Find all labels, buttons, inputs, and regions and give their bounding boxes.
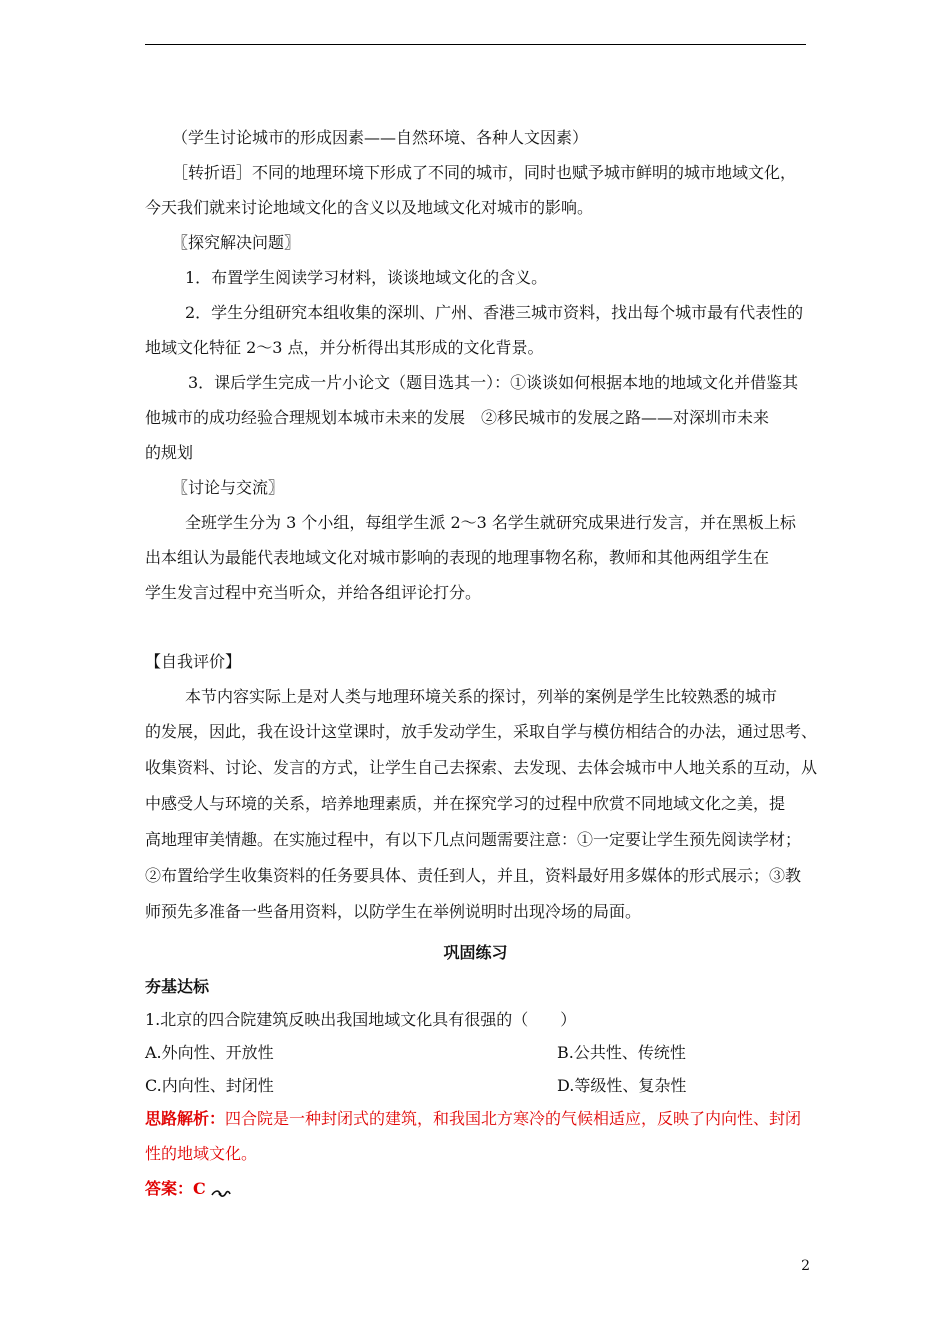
option-b[interactable]: B.公共性、传统性 — [557, 1043, 686, 1062]
self-eval-line-3: 收集资料、讨论、发言的方式，让学生自己去探索、去发现、去体会城市中人地关系的互动，从 — [145, 758, 818, 777]
discuss-heading: 〖讨论与交流〗 — [172, 478, 285, 497]
option-d[interactable]: D.等级性、复杂性 — [557, 1076, 687, 1095]
header-rule — [145, 44, 806, 45]
explore-item-3-line-2: 他城市的成功经验合理规划本城市未来的发展 ②移民城市的发展之路——对深圳市未来 — [145, 408, 770, 427]
explore-item-1: 1．布置学生阅读学习材料，谈谈地域文化的含义。 — [185, 268, 548, 287]
exercise-section: 夯基达标 — [145, 977, 210, 996]
explore-item-3-line-3: 的规划 — [145, 443, 194, 462]
analysis-line-1 — [145, 1108, 810, 1130]
answer-value: C — [193, 1179, 206, 1198]
options-row-1 — [145, 1042, 810, 1064]
discussion-note: （学生讨论城市的形成因素——自然环境、各种人文因素） — [172, 128, 589, 147]
explore-heading: 〖探究解决问题〗 — [172, 233, 301, 252]
discuss-line-3: 学生发言过程中充当听众，并给各组评论打分。 — [145, 583, 482, 602]
self-eval-line-6: ②布置给学生收集资料的任务要具体、责任到人，并且，资料最好用多媒体的形式展示；③教 — [145, 866, 802, 885]
exercise-title: 巩固练习 — [443, 943, 508, 962]
option-a[interactable]: A.外向性、开放性 — [145, 1043, 274, 1062]
analysis-label: 思路解析： — [145, 1109, 226, 1128]
explore-item-2-line-2: 地域文化特征 2～3 点，并分析得出其形成的文化背景。 — [145, 338, 544, 357]
analysis-text-1: 四合院是一种封闭式的建筑，和我国北方寒冷的气候相适应，反映了内向性、封闭 — [225, 1109, 802, 1128]
transition-line-1: ［转折语］不同的地理环境下形成了不同的城市，同时也赋予城市鲜明的城市地域文化， — [172, 163, 797, 182]
option-c[interactable]: C.内向性、封闭性 — [145, 1076, 274, 1095]
explore-item-3-line-1: 3．课后学生完成一片小论文（题目选其一）：①谈谈如何根据本地的地域文化并借鉴其 — [188, 373, 799, 392]
self-eval-line-4: 中感受人与环境的关系，培养地理素质，并在探究学习的过程中欣赏不同地域文化之美，提 — [145, 794, 786, 813]
answer-label: 答案： — [145, 1179, 194, 1198]
transition-line-2: 今天我们就来讨论地域文化的含义以及地域文化对城市的影响。 — [145, 198, 594, 217]
page-number: 2 — [801, 1258, 810, 1274]
options-row-2 — [145, 1075, 810, 1097]
self-eval-line-2: 的发展，因此，我在设计这堂课时，放手发动学生，采取自学与模仿相结合的办法，通过思考、 — [145, 722, 818, 741]
question-1: 1.北京的四合院建筑反映出我国地域文化具有很强的（ ） — [145, 1010, 577, 1029]
answer-line — [145, 1178, 810, 1200]
discuss-line-1: 全班学生分为 3 个小组，每组学生派 2～3 名学生就研究成果进行发言，并在黑板上标 — [185, 513, 796, 532]
analysis-line-2: 性的地域文化。 — [145, 1144, 258, 1163]
explore-item-2-line-1: 2．学生分组研究本组收集的深圳、广州、香港三城市资料，找出每个城市最有代表性的 — [185, 303, 804, 322]
flourish-mark-icon — [211, 1184, 231, 1196]
discuss-line-2: 出本组认为最能代表地域文化对城市影响的表现的地理事物名称，教师和其他两组学生在 — [145, 548, 770, 567]
self-eval-line-1: 本节内容实际上是对人类与地理环境关系的探讨，列举的案例是学生比较熟悉的城市 — [185, 687, 778, 706]
self-eval-line-7: 师预先多准备一些备用资料，以防学生在举例说明时出现冷场的局面。 — [145, 902, 642, 921]
self-eval-heading: 【自我评价】 — [145, 652, 242, 671]
self-eval-line-5: 高地理审美情趣。在实施过程中，有以下几点问题需要注意：①一定要让学生预先阅读学材； — [145, 830, 802, 849]
